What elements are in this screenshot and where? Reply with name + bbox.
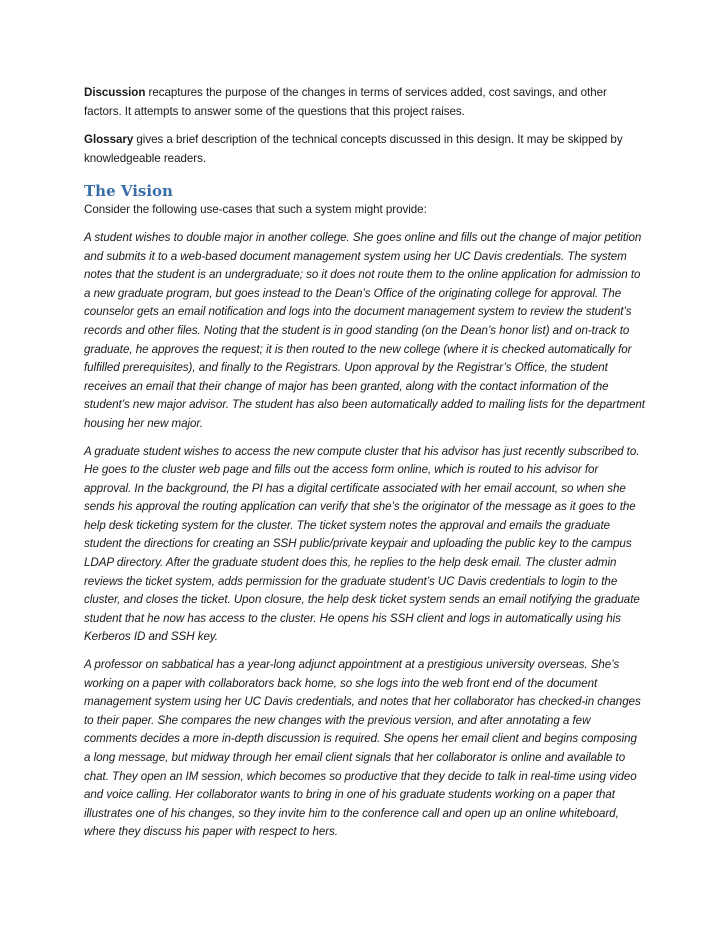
use-case-student-paragraph: A student wishes to double major in another college. She goes online and fills out the change of major petition and submits it to a web-based document management system using her UC Davis credentials. The system notes that the student is an undergraduate; so it does not route them to the online application for admission to a new graduate program, but goes instead to the Dean’s Office of the originating college for approval. The counselor gets an email notification and logs into the document management system to review the student’s records and other files. Noting that the student is in good standing (on the Dean’s honor list) and on-track to graduate, he approves the request; it is then routed to the new college (where it is checked automatically for fulfilled prerequisites), and finally to the Registrars. Upon approval by the Registrar’s Office, the student receives an email that their change of major has been granted, along with the contact information of the student’s new major advisor. The student has also been automatically added to mailing lists for the department housing her new major. xyxy=(84,230,645,430)
use-case-graduate-paragraph: A graduate student wishes to access the new compute cluster that his advisor has just recently subscribed to. He goes to the cluster web page and fills out the access form online, which is routed to his advisor for approval. In the background, the PI has a digital certificate associated with her email account, so when she sends his approval the routing application can verify that she’s the originator of the message as it goes to the help desk ticketing system for the cluster. The ticket system notes the approval and emails the graduate student the directions for creating an SSH public/private keypair and uploading the public key to the campus LDAP directory. After the graduate student does this, he replies to the help desk email. The cluster admin reviews the ticket system, adds permission for the graduate student’s UC Davis credentials to login to the cluster, and closes the ticket. Upon closure, the help desk ticket system sends an email notifying the graduate student that he now has access to the cluster. He opens his SSH client and logs in automatically using his Kerberos ID and SSH key. xyxy=(84,444,640,644)
discussion-paragraph xyxy=(84,84,646,121)
glossary-text: gives a brief description of the technical concepts discussed in this design. It may be skipped by knowledgeable readers. xyxy=(84,133,623,165)
section-lead: Consider the following use-cases that such a system might provide: xyxy=(84,203,427,217)
discussion-term: Discussion xyxy=(84,86,146,99)
discussion-text: recaptures the purpose of the changes in terms of services added, cost savings, and other factors. It attempts to answer some of the questions that this project raises. xyxy=(84,86,607,118)
section-heading: The Vision xyxy=(84,182,173,201)
document-page xyxy=(84,84,646,851)
use-case-professor-paragraph: A professor on sabbatical has a year-long adjunct appointment at a prestigious university overseas. She’s working on a paper with collaborators back home, so she logs into the web front end of the document management system using her UC Davis credentials, and notes that her collaborator has checked-in changes to their paper. She compares the new changes with the previous version, and after annotating a few comments decides a more in-depth discussion is required. She opens her email client and begins composing a long message, but midway through her email client signals that her collaborator is online and available to chat. They open an IM session, which becomes so productive that they decide to talk in real-time using video and voice calling. Her collaborator wants to bring in one of his graduate students working on a paper that illustrates one of his changes, so they invite him to the conference call and open up an online whiteboard, where they discuss his paper with respect to hers. xyxy=(84,658,641,839)
glossary-term: Glossary xyxy=(84,133,134,147)
glossary-paragraph xyxy=(84,131,646,168)
